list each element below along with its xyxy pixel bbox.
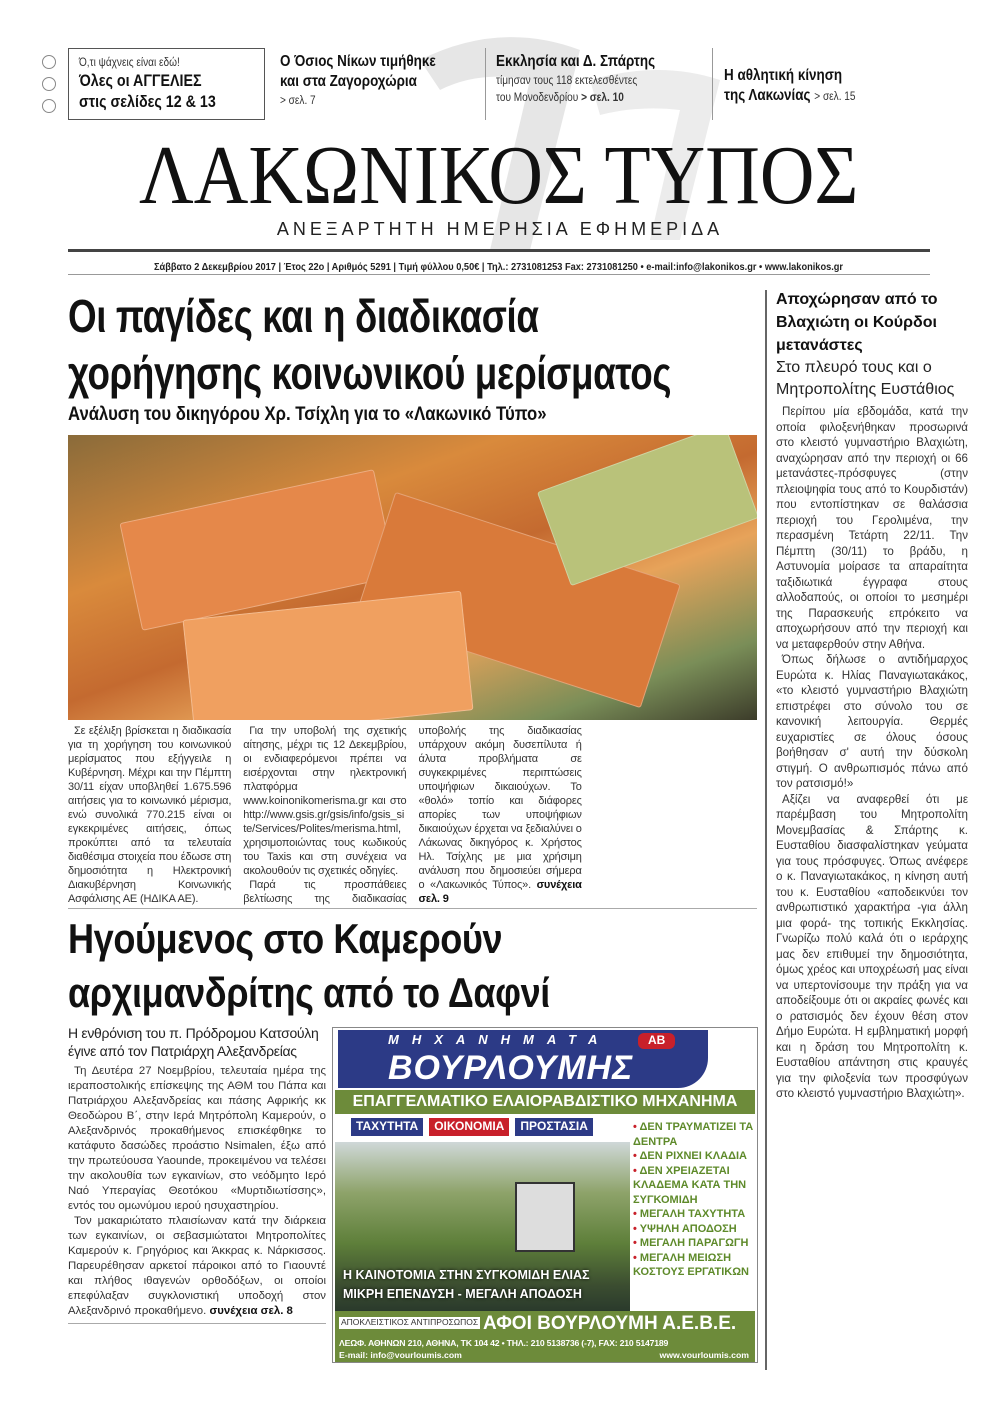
- recycle-icon: [42, 55, 56, 69]
- ad-company: ΑΦΟΙ ΒΟΥΡΛΟΥΜΗ Α.Ε.Β.Ε.: [483, 1313, 737, 1334]
- ad-footer: [335, 1311, 755, 1363]
- ad-slogan: ΜΙΚΡΗ ΕΠΕΝΔΥΣΗ - ΜΕΓΑΛΗ ΑΠΟΔΟΣΗ: [343, 1287, 582, 1301]
- paragraph: Αξίζει να αναφερθεί ότι με παρέμβαση του Μητροπολίτη Μονεμβασίας & Σπάρτης κ. Ευσταθίου διασφαλίστηκαν γεύματα για τους πρόσφυγες. Όπως ανέφερε ο κ. Παναγιωτακάκος, η κίνηση αυτή του κ. Ευσταθίου «αποδεικνύει τον ανθρωπιστικό χαρακτήρα -για άλλη μια φορά- της τοπικής Εκκλησίας. Γνωρίζω πολύ καλά ότι ο ιεράρχης μας δεν επιθυμεί την δημοσιότητα, όμως χρέος και υποχρέωσή μας είναι να υπερτονίσουμε την πράξη για να αποδείξουμε ότι οι ακραίες φωνές και ο ρατσισμός δεν έχουν θέση στον Δήμο Ευρώτα. Η εμβληματική μορφή και η δράση του Μητροπολίτη κ. Ευσταθίου απάντηση στις κραυγές για την φιλοξενία των προσφύγων στο κλειστό γυμναστήριο Βλαχιώτη».: [776, 792, 968, 1100]
- teaser-line2: στις σελίδες 12 & 13: [79, 92, 216, 111]
- ad-logo: ΑΒ: [638, 1033, 675, 1049]
- ad-kicker: ΜΗΧΑΝΗΜΑΤΑ: [388, 1032, 611, 1047]
- divider: [68, 908, 757, 909]
- headline-line: αρχιμανδρίτης από το Δαφνί: [68, 969, 550, 1016]
- ad-email[interactable]: E-mail: info@vourloumis.com: [339, 1350, 462, 1360]
- teaser-sub: του Μονοδενδρίου: [496, 90, 579, 104]
- masthead-title: ΛΑΚΩΝΙΚΟΣ ΤΥΠΟΣ: [139, 129, 859, 222]
- ad-address: ΛΕΩΦ. ΑΘΗΝΩΝ 210, ΑΘΗΝΑ, ΤΚ 104 42 • ΤΗΛ.: 210 5138736 (-7), FAX: 210 5147189: [339, 1338, 669, 1348]
- right-headline: Αποχώρησαν από το Βλαχιώτη οι Κούρδοι μετανάστες: [776, 291, 938, 354]
- teaser-title: της Λακωνίας: [724, 87, 811, 104]
- right-article: [776, 288, 968, 1102]
- dateline: Σάββατο 2 Δεκεμβρίου 2017 | Έτος 22ο | Αριθμός 5291 | Τιμή φύλλου 0,50€ | Τηλ.: 2731081253 Fax: 2731081250 • e-mail:info@lakonikos.gr • www.lakonikos.gr: [154, 261, 844, 273]
- ad-exclusive: ΑΠΟΚΛΕΙΣΤΙΚΟΣ ΑΝΤΙΠΡΟΣΩΠΟΣ: [341, 1317, 479, 1327]
- headline-line: Οι παγίδες και η διαδικασία: [68, 290, 539, 342]
- ad-pill: ΠΡΟΣΤΑΣΙΑ: [515, 1118, 593, 1136]
- paragraph: Για την υποβολή της σχετικής αίτησης, μέχρι τις 12 Δεκεμβρίου, οι ενδιαφερόμενοι πρέπει να εισέρχονται στην ηλεκτρονική πλατφόρμα www.koinonikomerisma.gr και στο http://www.gsis.gr/gsis/info/gsis_site/Services/Polites/merisma.html, χρησιμοποιώντας τους κωδικούς του Taxis και στη συνέχεια να ακολουθούν τις σχετικές οδηγίες.: [243, 725, 407, 877]
- lead-headline: [68, 288, 672, 402]
- headline-line: χορήγησης κοινωνικού μερίσματος: [68, 347, 672, 399]
- second-article: [68, 1024, 326, 1324]
- machine-shape: [515, 1182, 575, 1252]
- second-headline: [68, 912, 661, 1020]
- teaser-osios-nikon[interactable]: [280, 52, 465, 109]
- ad-features: • ΔΕΝ ΤΡΑΥΜΑΤΙΖΕΙ ΤΑ ΔΕΝΤΡΑ • ΔΕΝ ΡΙΧΝΕΙ ΚΛΑΔΙΑ • ΔΕΝ ΧΡΕΙΑΖΕΤΑΙ ΚΛΑΔΕΜΑ ΚΑΤΑ ΤΗΝ ΣΥΓΚΟΜΙΔΗ • ΜΕΓΑΛΗ ΤΑΧΥΤΗΤΑ • ΥΨΗΛΗ ΑΠΟΔΟΣΗ • ΜΕΓΑΛΗ ΠΑΡΑΓΩΓΗ • ΜΕΓΑΛΗ ΜΕΙΩΣΗ ΚΟΣΤΟΥΣ ΕΡΓΑΤΙΚΩΝ: [633, 1121, 754, 1278]
- column-divider: [765, 290, 767, 1370]
- masthead-subtitle: ΑΝΕΞΑΡΤΗΤΗ ΗΜΕΡΗΣΙΑ ΕΦΗΜΕΡΙΔΑ: [276, 219, 724, 239]
- ad-feature: ΔΕΝ ΡΙΧΝΕΙ ΚΛΑΔΙΑ: [639, 1150, 747, 1162]
- harvester-photo: [335, 1142, 630, 1311]
- rule: [68, 249, 930, 252]
- paragraph: Σε εξέλιξη βρίσκεται η διαδικασία για τη χορήγηση του κοινωνικού μερίσματος που εξήγγειλε η Κυβέρνηση. Μέχρι και την Πέμπτη 30/11 είχαν υποβληθεί 1.675.596 αιτήσεις για το κοινωνικό μέρισμα, ενώ συνολικά 770.215 είναι οι εγκεκριμένες αιτήσεις, όπως προκύπτει από τα τελευταία διαθέσιμα στοιχεία που έδωσε στη δημοσιότητα η Ηλεκτρονική Διακυβέρνηση Κοινωνικής Ασφάλισης ΑΕ (ΗΔΙΚΑ ΑΕ).: [68, 725, 232, 905]
- ad-feature: ΥΨΗΛΗ ΑΠΟΔΟΣΗ: [639, 1222, 737, 1235]
- advertisement[interactable]: [332, 1027, 758, 1363]
- euro-banknotes-photo: [68, 435, 757, 720]
- continued-link[interactable]: συνέχεια σελ. 8: [209, 1305, 293, 1317]
- paragraph: Περίπου μία εβδομάδα, κατά την οποία φιλοξενήθηκαν προσωρινά στο κλειστό γυμναστήριο Βλαχιώτη, αναχώρησαν από την περιοχή οι 66 μετανάστες-πρόσφυγες (στην πλειοψηφία τους από το Κουρδιστάν) που εντοπίστηκαν σε θαλάσσια περιοχή του Γερολιμένα, την περασμένη Τετάρτη 22/11. Την Πέμπτη (30/11) το βράδυ, η Αστυνομία μοίρασε τα απαραίτητα ταξιδιωτικά έγγραφα στους αλλοδαπούς, οι οποίοι το μεσημέρι της Παρασκευής επρόκειτο να αποχωρήσουν από την περιοχή και να μεταφερθούν στην Αθήνα.: [776, 405, 968, 651]
- continued-link[interactable]: συνέχεια σελ. 9: [418, 879, 582, 905]
- ad-header: [338, 1030, 708, 1088]
- teaser-line1: Όλες οι ΑΓΓΕΛΙΕΣ: [79, 71, 202, 90]
- paragraph: Τον μακαριώτατο πλαισίωναν κατά την διάρκεια των εγκαινίων, οι σεβασμιώτατοι Μητροπολίτες Καμερούν κ. Γρηγόριος και Άκκρας κ. Νάρκισσος. Παρευρέθησαν αρκετοί πάροικοι από το Γιαουντέ και πλήθος ιθαγενών ορθοδόξων, οι οποίοι επεφύλαξαν συγκλονιστική υποδοχή στον Αλεξανδρινό προκαθήμενο.: [68, 1215, 326, 1317]
- ad-feature: ΔΕΝ ΤΡΑΥΜΑΤΙΖΕΙ ΤΑ ΔΕΝΤΡΑ: [633, 1121, 754, 1148]
- teaser-sub: τίμησαν τους 118 εκτελεσθέντες: [496, 73, 638, 87]
- ad-feature: ΜΕΓΑΛΗ ΤΑΧΥΤΗΤΑ: [639, 1208, 746, 1220]
- divider: [712, 48, 713, 120]
- teaser-sports[interactable]: [724, 66, 881, 106]
- ad-feature: ΜΕΓΑΛΗ ΠΑΡΑΓΩΓΗ: [639, 1237, 749, 1249]
- ad-banner: ΕΠΑΓΓΕΛΜΑΤΙΚΟ ΕΛΑΙΟΡΑΒΔΙΣΤΙΚΟ ΜΗΧΑΝΗΜΑ: [335, 1090, 755, 1114]
- headline-line: Ηγούμενος στο Καμερούν: [68, 915, 503, 962]
- ad-feature: ΜΕΓΑΛΗ ΜΕΙΩΣΗ ΚΟΣΤΟΥΣ ΕΡΓΑΤΙΚΩΝ: [633, 1251, 749, 1278]
- paragraph: Όπως δήλωσε ο αντιδήμαρχος Ευρώτα κ. Ηλίας Παναγιωτακάκος, «το κλειστό γυμναστήριο Βλαχιώτη επιστρέφει στο σύνολο του σε κανονική λειτουργία. Θερμές ευχαριστίες σε όλους όσους βοήθησαν σ' αυτή την δύσκολη στιγμή. Ο ανθρωπισμός πάνω από τον ρατσισμό!»: [776, 653, 968, 790]
- teaser-page: > σελ. 10: [581, 90, 624, 104]
- classifieds-teaser[interactable]: [68, 48, 265, 120]
- lead-body: [68, 724, 757, 906]
- second-subtitle: Η ενθρόνιση του π. Πρόδρομου Κατσούλη έγινε από τον Πατριάρχη Αλεξανδρείας: [68, 1025, 319, 1059]
- dateline-bar: [68, 257, 930, 275]
- paragraph: Τη Δευτέρα 27 Νοεμβρίου, τελευταία ημέρα της ιεραποστολικής επίσκεψης της ΑΘΜ του Πάπα και Πατριάρχου Αλεξανδρείας και πάσης Αφρικής κκ Θεοδώρου Β΄, στην Ιερά Μητρόπολη Καμερούν, ο Αλεξανδρινός προκαθήμενος επισκέφθηκε το κατάφυτο δασώδες προάστιο Nsimalen, έξω από την πρωτεύουσα Yaounde, προκειμένου να τελέσει την ακολουθία των εγκαινίων, στο νεόδμητο Ιερό Ναό Υπεραγίας Θεοτόκου «Μυρτιδιωτίσσης», εντός του ομωνύμου ιερού ησυχαστηρίου.: [68, 1065, 326, 1212]
- teaser-title: Ο Όσιος Νίκων τιμήθηκε: [280, 53, 436, 70]
- teaser-title: Εκκλησία και Δ. Σπάρτης: [496, 53, 656, 70]
- badge-icon: [42, 99, 56, 113]
- teaser-page: > σελ. 7: [280, 93, 316, 107]
- rule: [68, 274, 930, 275]
- paragraph: Παρά τις προσπάθειες βελτίωσης της διαδικασίας υποβολής της διαδικασίας υπάρχουν ακόμη δυσεπίλυτα ή άλυτα προβλήματα σε συγκεκριμένες περιπτώσεις υποψήφιων δικαιούχων. Το «θολό» τοπίο και διάφορες απορίες των υποψήφιων δικαιούχων έρχεται να ξεδιαλύνει ο Λάκωνας δικηγόρος κ. Χρήστος Ηλ. Τσίχλης με μια χρήσιμη ανάλυση που δημοσιεύει σήμερα ο «Λακωνικός Τύπος».: [243, 725, 582, 905]
- teaser-title: και στα Ζαγοροχώρια: [280, 73, 417, 90]
- teaser-title: Η αθλητική κίνηση: [724, 67, 843, 84]
- lead-subtitle: Ανάλυση του δικηγόρου Χρ. Τσίχλη για το «Λακωνικό Τύπο»: [68, 404, 547, 425]
- divider: [485, 48, 486, 120]
- teaser-page: > σελ. 15: [814, 89, 856, 103]
- ad-pills: [351, 1118, 593, 1136]
- masthead: [68, 129, 930, 222]
- teaser-small: Ό,τι ψάχνεις είναι εδώ!: [79, 55, 180, 69]
- ad-pill: ΟΙΚΟΝΟΜΙΑ: [429, 1118, 509, 1136]
- second-body: [68, 1064, 326, 1324]
- side-icons: [42, 55, 58, 121]
- ad-brand: ΒΟΥΡΛΟΥΜΗΣ: [388, 1049, 634, 1087]
- ad-slogan: Η ΚΑΙΝΟΤΟΜΙΑ ΣΤΗΝ ΣΥΓΚΟΜΙΔΗ ΕΛΙΑΣ: [343, 1268, 590, 1282]
- ad-pill: ΤΑΧΥΤΗΤΑ: [351, 1118, 423, 1136]
- right-subtitle: Στο πλευρό τους και ο Μητροπολίτης Ευστάθιος: [776, 359, 955, 398]
- ad-website[interactable]: www.vourloumis.com: [659, 1350, 749, 1360]
- ad-feature: ΔΕΝ ΧΡΕΙΑΖΕΤΑΙ ΚΛΑΔΕΜΑ ΚΑΤΑ ΤΗΝ ΣΥΓΚΟΜΙΔΗ: [633, 1164, 747, 1206]
- teaser-church-sparta[interactable]: [496, 52, 685, 106]
- copyright-icon: [42, 77, 56, 91]
